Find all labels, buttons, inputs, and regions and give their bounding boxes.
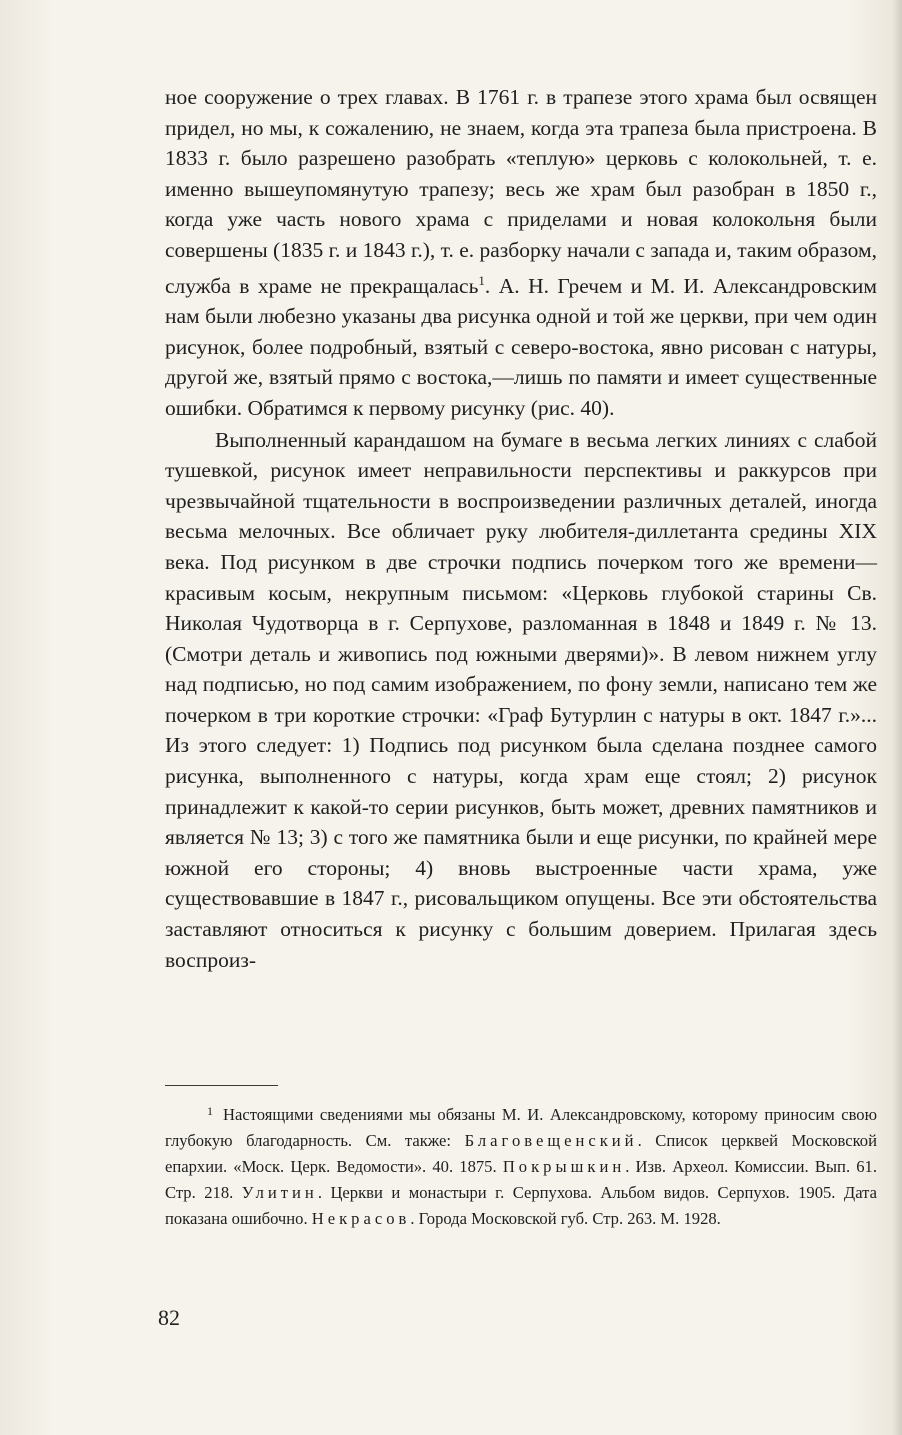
footnote xyxy=(165,1098,877,1232)
footnote-mark: 1 xyxy=(207,1104,213,1118)
paragraph-1-text-a: ное сооружение о трех главах. В 1761 г. в трапезе этого храма был освящен придел, но мы, к сожалению, не знаем, когда эта трапеза была пристроена. В 1833 г. было разрешено разобрать «теплую» церковь с колокольней, т. е. именно вышеупомянутую трапезу; весь же храм был разобран в 1850 г., когда уже часть нового храма с приделами и новая колокольня были совершены (1835 г. и 1843 г.), т. е. разборку начали с запада и, таким образом, служба в храме не прекращалась xyxy=(165,85,877,298)
paragraph-1 xyxy=(165,82,877,424)
footnote-reference: 1 xyxy=(478,272,485,288)
footnote-text-4: . Церкви и монастыри г. Серпухова. Альбом видов. Серпухов. 1905. Дата показана ошибочно. xyxy=(165,1183,877,1228)
footnote-author-4: Некрасов xyxy=(311,1209,411,1228)
main-text xyxy=(165,82,877,975)
paragraph-2: Выполненный карандашом на бумаге в весьма легких линиях с слабой тушевкой, рисунок имеет неправильности перспективы и раккурсов при чрезвычайной тщательности в воспроизведении различных деталей, иногда весьма мелочных. Все обличает руку любителя-диллетанта средины XIX века. Под рисунком в две строчки подпись почерком того же времени—красивым косым, некрупным письмом: «Церковь глубокой старины Св. Николая Чудотворца в г. Серпухове, разломанная в 1848 и 1849 г. № 13. (Смотри деталь и живопись под южными дверями)». В левом нижнем углу над подписью, но под самим изображением, по фону земли, написано тем же почерком в три короткие строчки: «Граф Бутурлин с натуры в окт. 1847 г.»... Из этого следует: 1) Подпись под рисунком была сделана позднее самого рисунка, выполненного с натуры, когда храм еще стоял; 2) рисунок принадлежит к какой-то серии рисунков, быть может, древних памятников и является № 13; 3) с того же памятника были и еще рисунки, по крайней мере южной его стороны; 4) вновь выстроенные части храма, уже существовавшие в 1847 г., рисовальщиком опущены. Все эти обстоятельства заставляют относиться к рисунку с большим доверием. Прилагая здесь воспроиз- xyxy=(165,427,877,972)
footnote-author-2: Покрышкин xyxy=(502,1157,626,1176)
footnote-author-1: Благовещенский xyxy=(464,1131,638,1150)
footnote-divider xyxy=(165,1085,278,1086)
footnote-author-3: Улитин xyxy=(241,1183,318,1202)
footnote-text-2: . Список церквей Московской епархии. «Моск. Церк. Ведомости». 40. 1875. xyxy=(165,1131,877,1176)
page-edge-shadow xyxy=(892,0,902,1435)
paragraph-1-text-b: . А. Н. Гречем и М. И. Александровским нам были любезно указаны два рисунка одной и той же церкви, при чем один рисунок, более подробный, взятый с северо-востока, явно рисован с натуры, другой же, взятый прямо с востока,—лишь по памяти и имеет существенные ошибки. Обратимся к первому рисунку (рис. 40). xyxy=(165,273,877,420)
footnote-text-3: . Изв. Археол. Комиссии. Вып. 61. Стр. 218. xyxy=(165,1157,878,1202)
page-number: 82 xyxy=(158,1305,180,1330)
footnote-text-5: . Города Московской губ. Стр. 263. М. 1928. xyxy=(410,1209,721,1228)
footnote-text-1: Настоящими сведениями мы обязаны М. И. Александровскому, которому приносим свою глубокую благодарность. См. также: xyxy=(165,1105,877,1150)
